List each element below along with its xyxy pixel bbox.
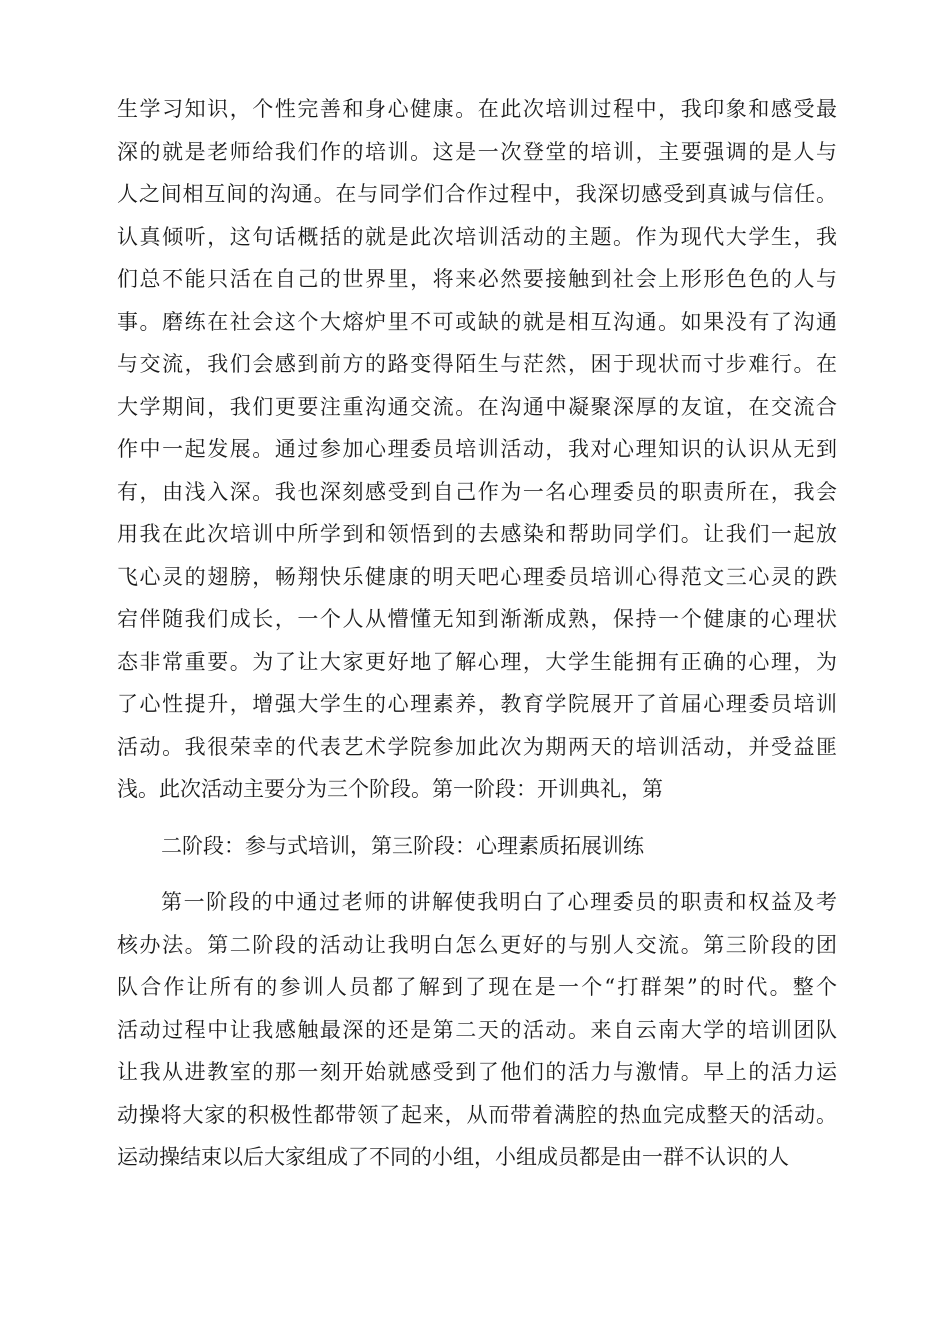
text-line: 有，由浅入深。我也深刻感受到自己作为一名心理委员的职责所在，我会 bbox=[117, 479, 837, 504]
text-line: 浅。此次活动主要分为三个阶段。第一阶段：开训典礼，第 bbox=[117, 777, 663, 801]
text-line: 运动操结束以后大家组成了不同的小组，小组成员都是由一群不认识的人 bbox=[117, 1145, 789, 1169]
paragraph-1 bbox=[117, 88, 837, 811]
text-line: 认真倾听，这句话概括的就是此次培训活动的主题。作为现代大学生，我 bbox=[117, 224, 837, 249]
text-line: 队合作让所有的参训人员都了解到了现在是一个“打群架”的时代。整个 bbox=[117, 975, 837, 999]
text-line: 二阶段：参与式培训，第三阶段：心理素质拓展训练 bbox=[161, 833, 644, 858]
text-line: 作中一起发展。通过参加心理委员培训活动，我对心理知识的认识从无到 bbox=[117, 437, 837, 461]
text-line: 大学期间，我们更要注重沟通交流。在沟通中凝聚深厚的友谊，在交流合 bbox=[117, 394, 837, 419]
text-line: 们总不能只活在自己的世界里，将来必然要接触到社会上形形色色的人与 bbox=[117, 267, 837, 291]
text-line: 活动。我很荣幸的代表艺术学院参加此次为期两天的培训活动，并受益匪 bbox=[117, 734, 837, 759]
text-line: 人之间相互间的沟通。在与同学们合作过程中，我深切感受到真诚与信任。 bbox=[117, 182, 837, 206]
text-line: 核办法。第二阶段的活动让我明白怎么更好的与别人交流。第三阶段的团 bbox=[117, 932, 837, 957]
text-line: 让我从进教室的那一刻开始就感受到了他们的活力与激情。早上的活力运 bbox=[117, 1060, 837, 1084]
text-line: 了心性提升，增强大学生的心理素养，教育学院展开了首届心理委员培训 bbox=[117, 692, 837, 716]
text-line: 深的就是老师给我们作的培训。这是一次登堂的培训，主要强调的是人与 bbox=[117, 139, 837, 164]
paragraph-2 bbox=[117, 825, 837, 868]
text-line: 与交流，我们会感到前方的路变得陌生与茫然，困于现状而寸步难行。在 bbox=[117, 352, 837, 376]
text-line: 活动过程中让我感触最深的还是第二天的活动。来自云南大学的培训团队 bbox=[117, 1017, 837, 1042]
text-line: 第一阶段的中通过老师的讲解使我明白了心理委员的职责和权益及考 bbox=[161, 890, 837, 914]
text-line: 事。磨练在社会这个大熔炉里不可或缺的就是相互沟通。如果没有了沟通 bbox=[117, 309, 837, 334]
text-line: 用我在此次培训中所学到和领悟到的去感染和帮助同学们。让我们一起放 bbox=[117, 522, 837, 546]
text-line: 生学习知识，个性完善和身心健康。在此次培训过程中，我印象和感受最 bbox=[117, 97, 837, 121]
document-body bbox=[117, 88, 837, 1179]
text-line: 宕伴随我们成长，一个人从懵懂无知到渐渐成熟，保持一个健康的心理状 bbox=[117, 607, 837, 631]
paragraph-3 bbox=[117, 881, 837, 1179]
text-line: 态非常重要。为了让大家更好地了解心理，大学生能拥有正确的心理，为 bbox=[117, 649, 837, 674]
text-line: 飞心灵的翅膀，畅翔快乐健康的明天吧心理委员培训心得范文三心灵的跌 bbox=[117, 564, 837, 589]
text-line: 动操将大家的积极性都带领了起来，从而带着满腔的热血完成整天的活动。 bbox=[117, 1102, 837, 1127]
